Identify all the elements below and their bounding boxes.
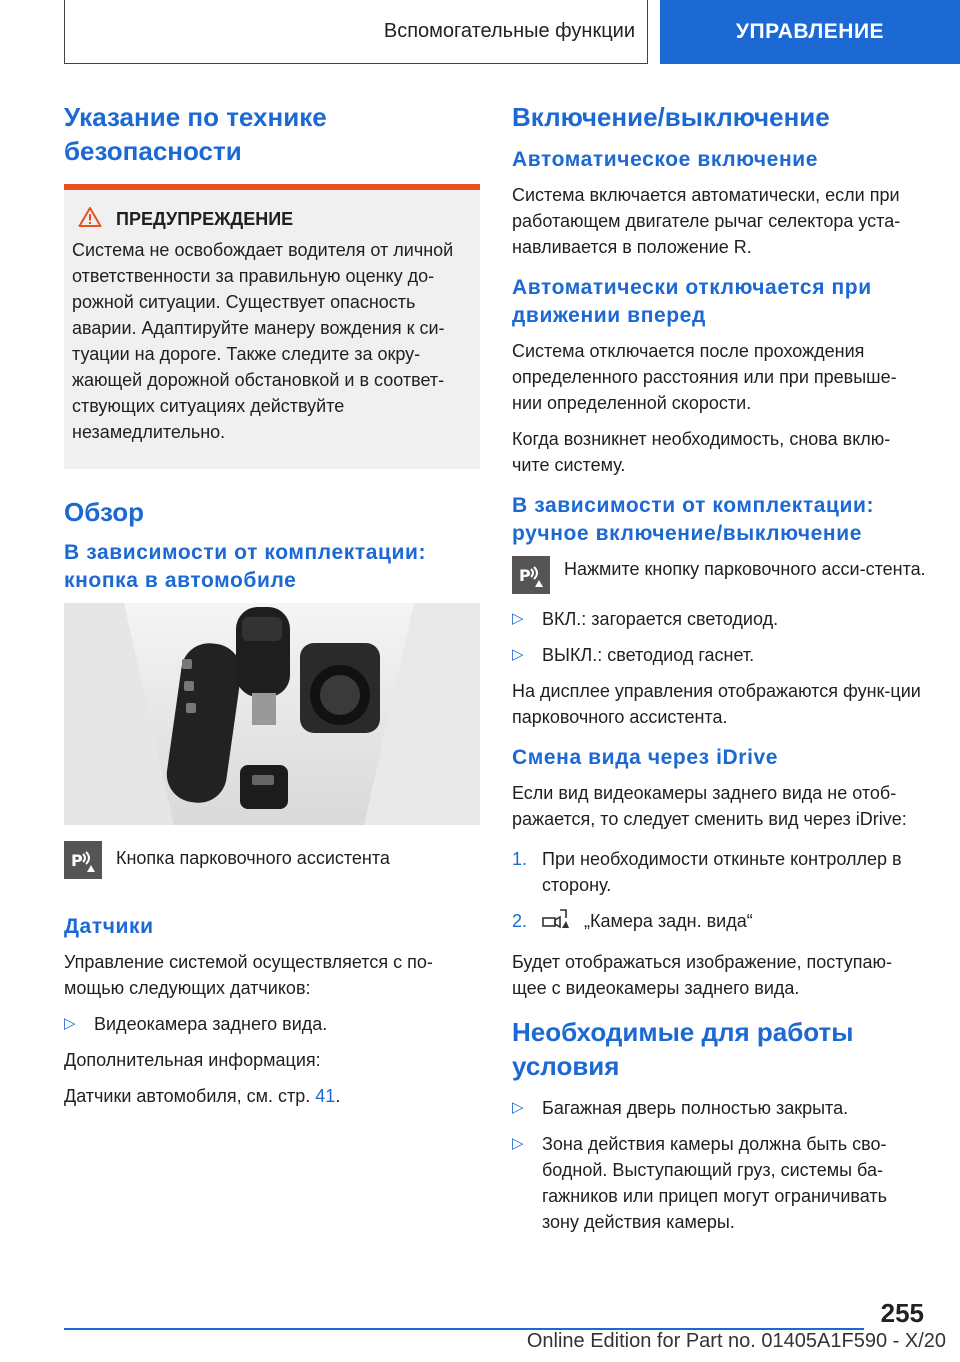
step-number: 2. [512, 911, 528, 931]
warning-text: Система не освобождает водителя от личной ответственности за правильную оценку до-рожной ситуации. Существует опасность аварии. Адаптируйте манеру вождения к си-туации на дороге. Также следите за окру-жающей дорожной обстановкой и в соответ-ствующих ситуациях действуйте незамедлительно. [72, 240, 454, 442]
manual-text: На дисплее управления отображаются функ-ции парковочного ассистента. [512, 681, 921, 727]
triangle-bullet-icon: ▷ [512, 1135, 524, 1152]
triangle-bullet-icon: ▷ [512, 610, 524, 627]
triangle-bullet-icon: ▷ [512, 646, 524, 663]
ref-text: Датчики автомобиля, см. стр. [64, 1086, 311, 1106]
svg-text:P: P [71, 851, 83, 870]
ref-line [64, 1083, 480, 1109]
button-subtitle: В зависимости от комплектации: кнопка в автомобиле [64, 541, 427, 592]
list-item-text: ВЫКЛ.: светодиод гаснет. [542, 645, 755, 665]
header-section-label: Вспомогательные функции [383, 20, 635, 42]
auto-on-text: Система включается автоматически, если при работающем двигателе рычаг селектора уста-навливается в положение R. [512, 185, 901, 257]
list-item [512, 908, 926, 939]
svg-text:P: P [519, 566, 531, 585]
image-caption-text: Кнопка парковочного ассистента [116, 848, 390, 868]
auto-off-text-2: Когда возникнет необходимость, снова вклю-чите систему. [512, 429, 891, 475]
manual-instruction-text: Нажмите кнопку парковочного асси-стента. [564, 559, 926, 579]
list-item [512, 846, 926, 898]
list-item [512, 1131, 926, 1235]
list-item-text: Зона действия камеры должна быть сво-бодной. Выступающий груз, системы ба-гажников или прицеп могут ограничивать зону действия камеры. [542, 1134, 887, 1232]
manual-title: В зависимости от комплектации: ручное включение/выключение [512, 494, 875, 545]
idrive-title: Смена вида через iDrive [512, 746, 779, 769]
requirements-title: Необходимые для работы условия [512, 1017, 854, 1081]
step-text: „Камера задн. вида“ [584, 911, 753, 931]
page-number: 255 [880, 1298, 924, 1328]
auto-on-title: Автоматическое включение [512, 148, 819, 171]
center-console-photo [64, 603, 480, 825]
list-item [512, 642, 926, 668]
page-ref-link[interactable]: 41 [315, 1086, 336, 1106]
warning-header [72, 206, 472, 233]
overview-title: Обзор [64, 497, 144, 527]
rear-camera-icon [542, 908, 574, 939]
sensors-title: Датчики [64, 915, 154, 938]
header-chapter-label: УПРАВЛЕНИЕ [735, 20, 885, 43]
triangle-bullet-icon: ▷ [64, 1015, 76, 1032]
step-number: 1. [512, 849, 528, 869]
auto-off-text-1: Система отключается после прохождения определенного расстояния или при превыше-нии определенной скорости. [512, 341, 897, 413]
list-item [512, 606, 926, 632]
onoff-title: Включение/выключение [512, 102, 830, 132]
manual-instruction [512, 556, 926, 594]
sensors-text: Управление системой осуществляется с по-мощью следующих датчиков: [64, 952, 433, 998]
image-caption [64, 841, 480, 881]
more-info: Дополнительная информация: [64, 1050, 321, 1070]
warning-title: ПРЕДУПРЕЖДЕНИЕ [116, 209, 294, 229]
list-item [64, 1011, 480, 1037]
list-item [512, 1095, 926, 1121]
list-item-text: ВКЛ.: загорается светодиод. [542, 609, 779, 629]
idrive-text: Если вид видеокамеры заднего вида не отоб-ражается, то следует сменить вид через iDrive: [512, 783, 907, 829]
right-column [512, 100, 926, 1245]
auto-off-title: Автоматически отключается при движении вперед [512, 276, 872, 327]
ref-end: . [335, 1086, 341, 1106]
left-column [64, 100, 480, 1119]
warning-triangle-icon [78, 206, 102, 233]
idrive-result: Будет отображаться изображение, поступаю-щее с видеокамеры заднего вида. [512, 952, 892, 998]
park-distance-control-icon [64, 841, 102, 879]
header-section [64, 0, 648, 64]
warning-box [64, 184, 480, 469]
step-text: При необходимости откиньте контроллер в сторону. [542, 849, 902, 895]
list-item-text: Видеокамера заднего вида. [94, 1014, 328, 1034]
park-distance-control-icon [512, 556, 550, 594]
list-item-text: Багажная дверь полностью закрыта. [542, 1098, 849, 1118]
safety-title: Указание по технике безопасности [64, 102, 327, 166]
header-chapter[interactable] [660, 0, 960, 64]
triangle-bullet-icon: ▷ [512, 1099, 524, 1116]
footer-edition: Online Edition for Part no. 01405A1F590 - X/20 [526, 1330, 946, 1352]
